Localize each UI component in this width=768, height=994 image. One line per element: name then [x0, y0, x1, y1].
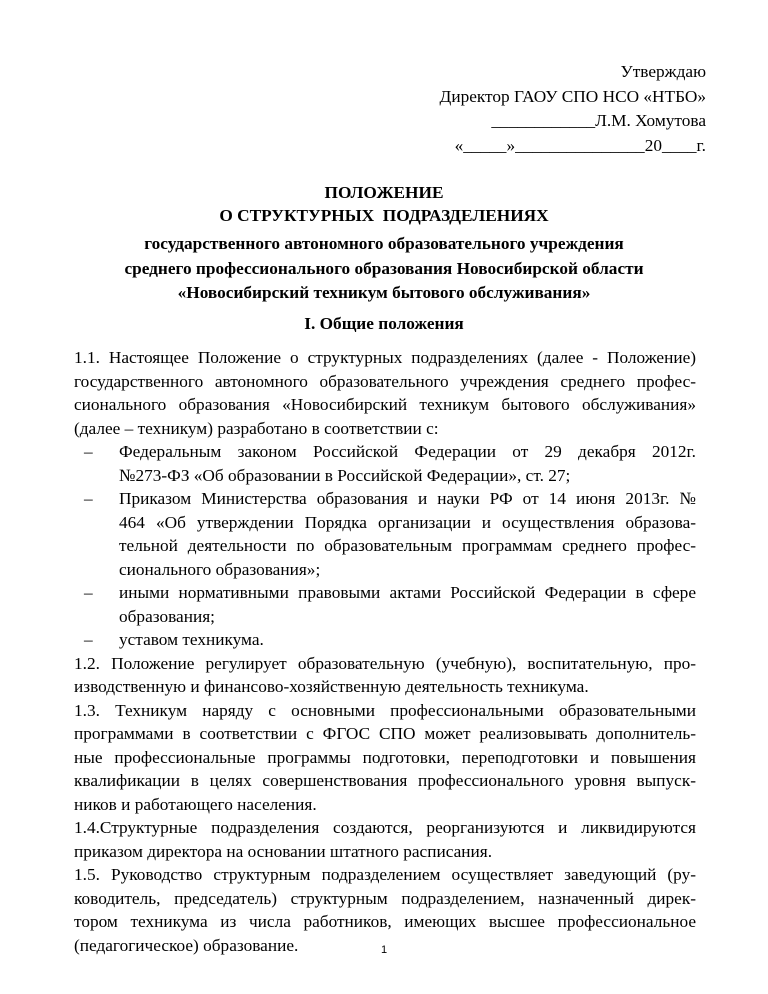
list-item-line: образования;: [119, 606, 215, 626]
subtitle-line: «Новосибирский техникум бытового обслуживания»: [177, 283, 591, 302]
approval-signature-line: ____________Л.М. Хомутова: [491, 111, 706, 130]
paragraph-line: 1.3. Техникум наряду с основными профессиональными образовательными: [74, 700, 696, 720]
paragraph-line: тором техникума из числа работников, имеющих высшее профессиональное: [74, 912, 696, 931]
page-number: 1: [380, 944, 388, 956]
paragraph-line: квалификации в целях совершенствования профессионального уровня выпуск-: [74, 771, 696, 790]
paragraph-line: изводственную и финансово-хозяйственную деятельность техникума.: [74, 677, 589, 696]
list-item: [74, 487, 696, 581]
dash-marker: –: [84, 442, 93, 461]
section-heading: I. Общие положения: [304, 314, 464, 333]
list-item: [74, 440, 696, 487]
list-item-line: иными нормативными правовыми актами Российской Федерации в сфере: [119, 583, 696, 602]
dash-marker: –: [84, 489, 93, 508]
title-line: О СТРУКТУРНЫХ ПОДРАЗДЕЛЕНИЯХ: [219, 206, 549, 225]
paragraph-line: приказом директора на основании штатного расписания.: [74, 841, 493, 861]
list-item-line: уставом техникума.: [119, 630, 264, 649]
approval-date-line: «_____»_______________20____г.: [454, 135, 706, 155]
list-item-line: сионального образования»;: [119, 559, 321, 579]
subtitle-line: государственного автономного образовательного учреждения: [144, 234, 624, 253]
list-item-line: №273-ФЗ «Об образовании в Российской Федерации», ст. 27;: [119, 465, 571, 485]
section-body: [74, 346, 696, 957]
list-item: [74, 628, 696, 652]
approval-line: Утверждаю: [620, 62, 706, 81]
paragraph-line: 1.4.Структурные подразделения создаются, реорганизуются и ликвидируются: [74, 818, 696, 837]
paragraph-line: (педагогическое) образование.: [74, 935, 299, 955]
paragraph-line: 1.2. Положение регулирует образовательную (учебную), воспитательную, про-: [74, 653, 696, 673]
paragraph-line: ные профессиональные программы подготовки, переподготовки и повышения: [74, 747, 696, 767]
list-item-line: Приказом Министерства образования и науки РФ от 14 июня 2013г. №: [119, 489, 696, 508]
list-item-line: Федеральным законом Российской Федерации от 29 декабря 2012г.: [119, 442, 696, 461]
subtitle-line: среднего профессионального образования Новосибирской области: [124, 258, 644, 278]
paragraph-line: 1.1. Настоящее Положение о структурных подразделениях (далее - Положение): [74, 348, 696, 367]
paragraph-line: ководитель, председатель) структурным подразделением, назначенный дирек-: [74, 888, 696, 908]
paragraph-line: 1.5. Руководство структурным подразделением осуществляет заведующий (ру-: [74, 865, 696, 884]
paragraph-line: ников и работающего населения.: [74, 794, 317, 814]
document-subtitle: [0, 232, 768, 306]
approval-block: [440, 60, 706, 158]
paragraph-line: (далее – техникум) разработано в соответствии с:: [74, 418, 439, 438]
approval-line: Директор ГАОУ СПО НСО «НТБО»: [439, 86, 706, 106]
title-line: ПОЛОЖЕНИЕ: [324, 183, 444, 202]
dash-marker: –: [84, 583, 93, 602]
paragraph-line: государственного автономного образовательного учреждения среднего профес-: [74, 371, 696, 391]
list-item-line: 464 «Об утверждении Порядка организации и осуществления образова-: [119, 512, 696, 532]
list-item: [74, 581, 696, 628]
paragraph-line: сионального образования «Новосибирский техникум бытового обслуживания»: [74, 395, 696, 414]
dash-marker: –: [84, 630, 93, 649]
document-title: [0, 181, 768, 227]
paragraph-line: программами в соответствии с ФГОС СПО может реализовывать дополнитель-: [74, 724, 696, 743]
list-item-line: тельной деятельности по образовательным программам среднего профес-: [119, 536, 696, 555]
